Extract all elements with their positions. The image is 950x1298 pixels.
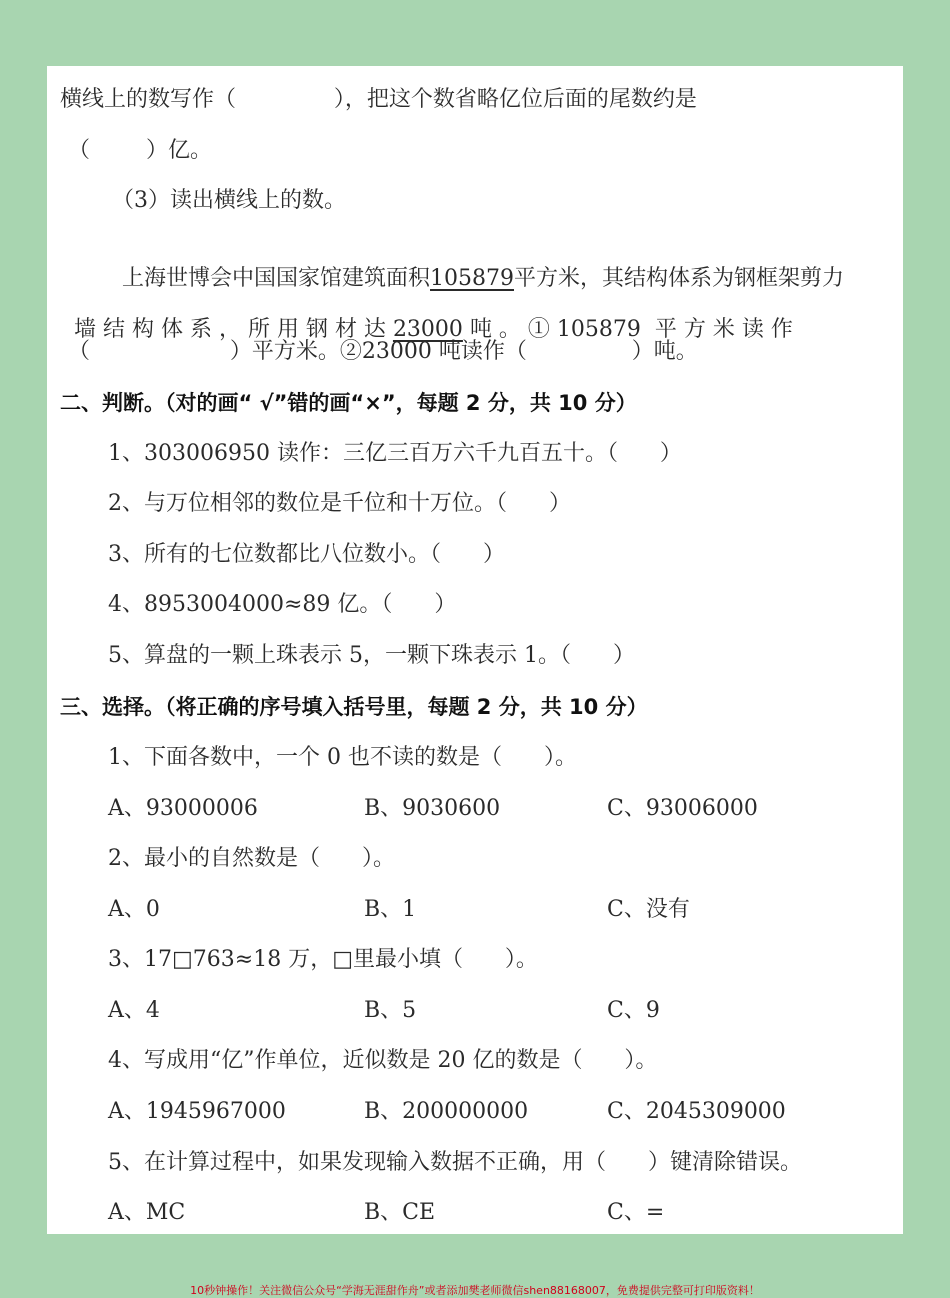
judge-item-1: 1、303006950 读作：三亿三百万六千九百五十。（ ） [108, 441, 682, 466]
choice-1-c: C、93006000 [607, 796, 758, 821]
underlined-number-23000: 23000 [392, 317, 463, 342]
choice-question-2: 2、最小的自然数是（ ）。 [108, 846, 395, 871]
choice-2-a: A、0 [108, 897, 160, 922]
choice-question-3: 3、17□763≈18 万，□里最小填（ ）。 [108, 947, 538, 972]
text-line-3: （3）读出横线上的数。 [112, 188, 346, 213]
underlined-number-105879: 105879 [430, 266, 514, 291]
text-line-4 [108, 237, 844, 293]
text-line-4a: 上海世博会中国国家馆建筑面积 [122, 266, 431, 291]
judge-item-3: 3、所有的七位数都比八位数小。（ ） [108, 542, 505, 567]
choice-question-4: 4、写成用“亿”作单位，近似数是 20 亿的数是（ ）。 [108, 1048, 658, 1073]
choice-4-b: B、200000000 [364, 1099, 529, 1124]
choice-3-b: B、5 [364, 998, 417, 1023]
choice-3-c: C、9 [607, 998, 660, 1023]
text-line-5a: 墙 结 构 体 系 ， 所 用 钢 材 达 [74, 317, 386, 342]
choice-question-1: 1、下面各数中，一个 0 也不读的数是（ ）。 [108, 745, 577, 770]
choice-2-c: C、没有 [607, 897, 690, 922]
choice-1-a: A、93000006 [108, 796, 258, 821]
choice-5-b: B、CE [364, 1200, 436, 1225]
text-line-6: （ ）平方米。②23000 吨读作（ ）吨。 [68, 339, 698, 364]
judge-item-4: 4、8953004000≈89 亿。（ ） [108, 592, 457, 617]
choice-1-b: B、9030600 [364, 796, 501, 821]
choice-4-a: A、1945967000 [108, 1099, 286, 1124]
section-3-title: 三、选择。（将正确的序号填入括号里，每题 2 分，共 10 分） [60, 695, 648, 719]
choice-5-c: C、= [607, 1200, 665, 1225]
choice-5-a: A、MC [108, 1200, 186, 1225]
choice-question-5: 5、在计算过程中，如果发现输入数据不正确，用（ ）键清除错误。 [108, 1150, 802, 1175]
choice-2-b: B、1 [364, 897, 417, 922]
text-line-4c: 平方米，其结构体系为钢框架剪力 [514, 266, 845, 291]
choice-4-c: C、2045309000 [607, 1099, 786, 1124]
text-line-2: （ ）亿。 [68, 138, 212, 163]
judge-item-2: 2、与万位相邻的数位是千位和十万位。（ ） [108, 491, 571, 516]
section-2-title: 二、判断。（对的画“ √”错的画“×”，每题 2 分，共 10 分） [60, 391, 637, 415]
choice-3-a: A、4 [108, 998, 160, 1023]
text-line-5 [60, 288, 793, 344]
text-line-5c: 吨 。 ① 105879 平 方 米 读 作 [469, 317, 793, 342]
promo-footer: 10秒钟操作！关注微信公众号“学海无涯甜作舟”或者添加樊老师微信shen88168007，免费提供完整可打印版资料！ [190, 1284, 760, 1297]
text-line-1: 横线上的数写作（ ），把这个数省略亿位后面的尾数约是 [60, 87, 697, 112]
judge-item-5: 5、算盘的一颗上珠表示 5，一颗下珠表示 1。（ ） [108, 643, 635, 668]
